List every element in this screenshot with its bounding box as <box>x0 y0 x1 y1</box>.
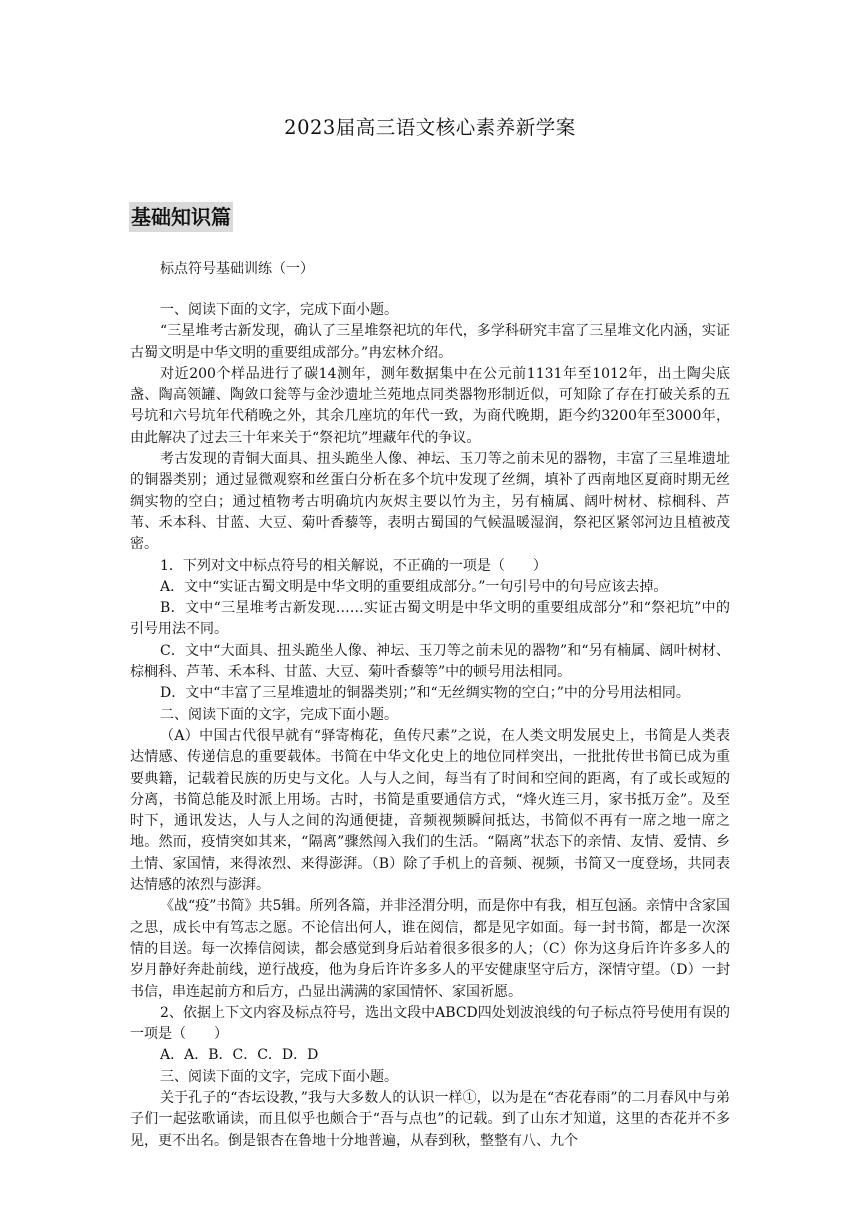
paragraph: 《战“疫”书简》共5辑。所列各篇，并非泾渭分明，而是你中有我，相互包涵。亲情中含家国之思，成长中有笃志之愿。不论信出何人，谁在阅信，都是见字如面。每一封书简，都是一次深情的目送。每一次捧信阅读，都会感觉到身后站着很多很多的人；（C）你为这身后许许多多人的岁月静好奔赴前线，逆行战疫，他为身后许许多多人的平安健康坚守后方，深情守望。（D）一封书信，串连起前方和后方，凸显出满满的家国情怀、家国祈愿。 <box>130 898 730 1000</box>
paragraph: 考古发现的青铜大面具、扭头跪坐人像、神坛、玉刀等之前未见的器物，丰富了三星堆遗址的铜器类别；通过显微观察和丝蛋白分析在多个坑中发现了丝绸，填补了西南地区夏商时期无丝绸实物的空白；通过植物考古明确坑内灰烬主要以竹为主，另有楠属、阔叶树材、棕榈科、芦苇、禾本科、甘蓝、大豆、菊叶香藜等，表明古蜀国的气候温暖湿润，祭祀区紧邻河边且植被茂密。 <box>130 451 730 553</box>
document-title: 2023届高三语文核心素养新学案 <box>284 116 576 139</box>
exercise-subtitle: 标点符号基础训练（一） <box>160 261 314 277</box>
question-heading: 一、阅读下面的文字，完成下面小题。 <box>160 302 398 318</box>
answer-option: C．文中“大面具、扭头跪坐人像、神坛、玉刀等之前未见的器物”和“另有楠属、阔叶树材、棕榈科、芦苇、禾本科、甘蓝、大豆、菊叶香藜等”中的顿号用法相同。 <box>130 642 730 681</box>
paragraph: 关于孔子的“杏坛设教，”我与大多数人的认识一样①，以为是在“杏花春雨”的二月春风中与弟子们一起弦歌诵读，而且似乎也颇合于“吾与点也”的记载。到了山东才知道，这里的杏花并不多见，更不出名。倒是银杏在鲁地十分地普遍，从春到秋，整整有八、九个 <box>130 1089 730 1149</box>
answer-option: A．A．B．C．C．D．D <box>160 1047 319 1064</box>
question-heading: 二、阅读下面的文字，完成下面小题。 <box>160 706 398 723</box>
paragraph: “三星堆考古新发现，确认了三星堆祭祀坑的年代，多学科研究丰富了三星堆文化内涵，实证古蜀文明是中华文明的重要组成部分。”冉宏林介绍。 <box>130 323 730 361</box>
question-item: 2、依据上下文内容及标点符号，选出文段中ABCD四处划波浪线的句子标点符号使用有误的一项是（ ） <box>130 1004 730 1043</box>
answer-option: D．文中“丰富了三星堆遗址的铜器类别；”和“无丝绸实物的空白；”中的分号用法相同。 <box>160 685 690 702</box>
question-item: 1．下列对文中标点符号的相关解说，不正确的一项是（ ） <box>160 557 547 574</box>
section-heading: 基础知识篇 <box>129 202 233 232</box>
document-body <box>130 300 730 1152</box>
paragraph: 对近200个样品进行了碳14测年，测年数据集中在公元前1131年至1012年，出土陶尖底盏、陶高领罐、陶敛口瓮等与金沙遗址兰苑地点同类器物形制近似，可知除了存在打破关系的五号坑和六号坑年代稍晚之外，其余几座坑的年代一致，为商代晚期，距今约3200年至3000年，由此解决了过去三十年来关于“祭祀坑”埋藏年代的争议。 <box>130 365 730 446</box>
answer-option: B．文中“三星堆考古新发现……实证古蜀文明是中华文明的重要组成部分”和“祭祀坑”中的引号用法不同。 <box>130 600 730 638</box>
question-heading: 三、阅读下面的文字，完成下面小题。 <box>160 1068 398 1085</box>
paragraph: （A）中国古代很早就有“驿寄梅花，鱼传尺素”之说，在人类文明发展史上，书简是人类表达情感、传递信息的重要载体。书简在中华文化史上的地位同样突出，一批批传世书简已成为重要典籍，记载着民族的历史与文化。人与人之间，每当有了时间和空间的距离，有了或长或短的分离，书简总能及时派上用场。古时，书简是重要通信方式，“烽火连三月，家书抵万金”。及至时下，通讯发达，人与人之间的沟通便捷，音频视频瞬间抵达，书简似不再有一席之地一席之地。然而，疫情突如其来，“隔离”骤然闯入我们的生活。“隔离”状态下的亲情、友情、爱情、乡土情、家国情，来得浓烈、来得澎湃。（B）除了手机上的音频、视频，书简又一度登场，共同表达情感的浓烈与澎湃。 <box>130 727 730 894</box>
answer-option: A．文中“实证古蜀文明是中华文明的重要组成部分。”一句引号中的句号应该去掉。 <box>160 578 668 595</box>
